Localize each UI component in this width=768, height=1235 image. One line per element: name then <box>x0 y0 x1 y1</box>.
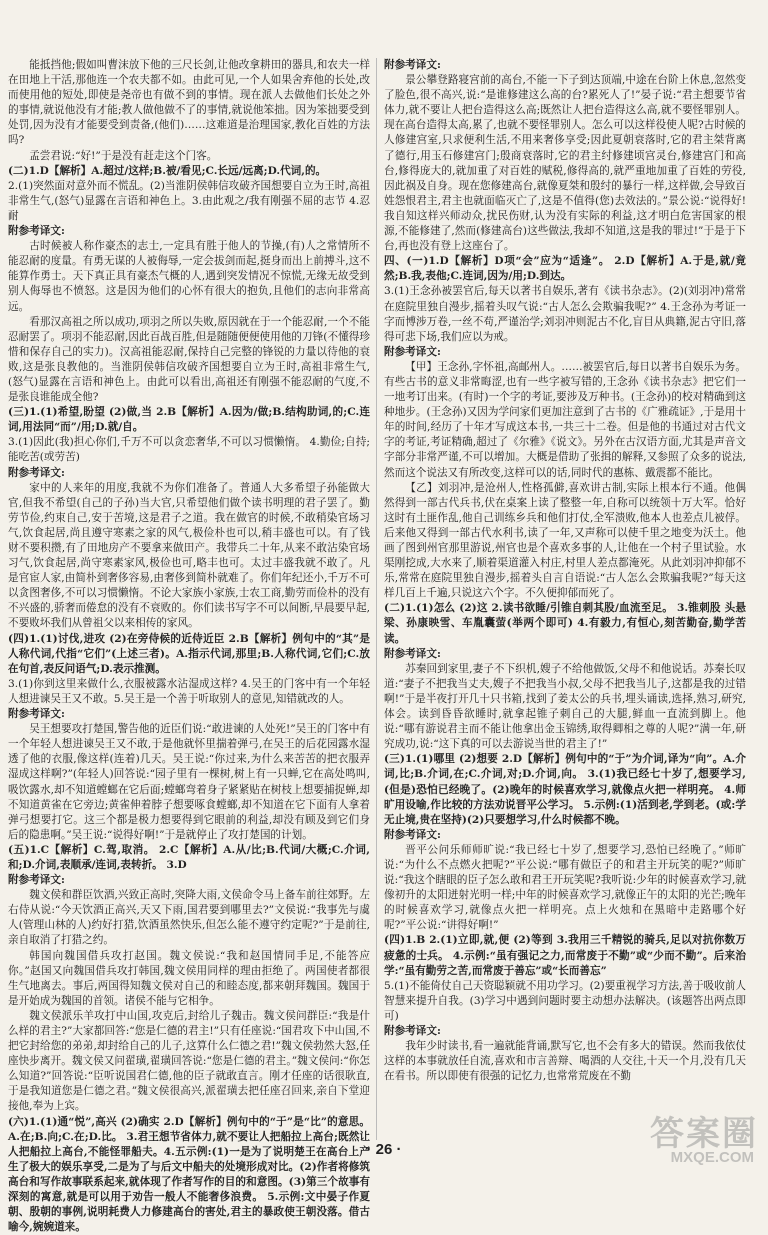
watermark-logo <box>622 1106 762 1168</box>
answer-paragraph: 【甲】王念孙,字怀祖,高邮州人。……被罢官后,每日以著书自娱乐为务。有些古书的意义非常晦涩,也有一些字被写错的,王念孙《读书杂志》把它们一一地考订出来。(有时)一个字的考证,要涉及万种书。(王念孙)的校对精确到这种地步。(王念孙)又因为学问家们更加注意到了古书的《广雅疏证》,于是用十年的时间,经历了十年才写成这本书,一共三十二卷。但是他的书通过对古代文字的考证,考证精确,超过了《尔雅》《说文》。另外在古汉语方面,尤其是声音文字部分非常严谨,不可以增加。大概是借助了张揖的解释,又参照了众多的说法,然而这个说法又有所改变,这样可以的话,同时代的惠栋、戴震都不能比。 <box>384 360 746 479</box>
answer-heading: (五)1.C【解析】C.驾,取消。 2.C【解析】A.从/比;B.代词/大概;C.介词,和;D.介词,表顺承/连词,表转折。 3.D <box>8 843 370 871</box>
answer-paragraph: 3.(1)因此(我)担心你们,千万不可以贪恋奢华,不可以习惯懒惰。 4.勤俭;自持;能吃苦(或劳苦) <box>8 436 370 464</box>
answer-heading: 附参考译文: <box>8 874 65 887</box>
answer-paragraph: 3.(1)王念孙被罢官后,每天以著书自娱乐,著有《读书杂志》。(2)(刘羽冲)常常在庭院里独自漫步,摇着头叹气说:“古人怎么会欺骗我呢?” 4.王念孙为考证一字而博涉万卷,一丝不苟,严谨治学;刘羽冲则泥古不化,盲目从典籍,泥古守旧,落得可悲下场,我们应以为戒。 <box>384 285 746 343</box>
answer-paragraph: 景公攀登路寝宫前的高台,不能一下子到达顶端,中途在台阶上休息,忽然变了脸色,很不高兴,说:“是谁修建这么高的台?累死人了!”晏子说:“君主想要节省体力,就不要让人把台造得这么高;既然让人把台造得这么高,就不要怪罪别人。现在高台造得太高,累了,也就不要怪罪别人。怎么可以这样役使人呢?古时候的人修建宫室,只求便利生活,不用来奢侈享受;因此夏朝衰落时,它的君主桀背离了德行,用玉石修建宫门;殷商衰落时,它的君主纣修建顷宫灵台,修建宫门和高台,修得庞大的,就加重了对百姓的赋税,修得高的,就严重地加重了百姓的劳役,因此祸及自身。现在您修建高台,就像夏桀和殷纣的暴行一样,这样做,会导致百姓怨恨君主,君主也就面临灭亡了,这是不值得(您)去效法的。”景公说:“说得好!我自知这样兴师动众,扰民伤财,认为没有实际的利益,这才明白危害国家的根源,不能修建了,然而(修建高台)这些做法,我却不知道,这是我的罪过!”于是于下台,再也没有登上这座台了。 <box>384 74 747 253</box>
answer-paragraph: 韩国向魏国借兵攻打赵国。魏文侯说:“我和赵国情同手足,不能答应你。”赵国又向魏国借兵攻打韩国,魏文侯用同样的理由拒绝了。两国使者都很生气地离去。事后,两国得知魏文侯对自己的和睦态度,都来朝拜魏国。魏国于是开始成为魏国的首领。诸侯不能与它相争。 <box>8 949 370 1007</box>
answer-paragraph: 孟尝君说:“好!”于是没有赶走这个门客。 <box>29 149 218 162</box>
answer-paragraph: 家中的人来年的用度,我就不为你们准备了。普通人大多希望子孙能做大官,但我不希望(自己的子孙)当大官,只希望他们做个读书明理的君子罢了。勤劳节俭,约束自己,安于苦境,这是君子之道。我在做官的时候,不敢稍染官场习气,饮食起居,尚且遵守寒素之家的风气,极俭朴也可以,稍丰盛也可以。有了钱财不要积攒,有了田地房产不要拿来做田产。我带兵二十年,从来不敢沾染官场习气,饮食起居,尚守寒素家风,极俭也可,略丰也可。太过丰盛我就不敢了。凡是官宦人家,由简朴到奢侈容易,由奢侈到简朴就难了。你们年纪还小,千万不可以贪图奢侈,不可以习惯懒惰。不论大家族小家族,士农工商,勤劳而俭朴的没有不兴盛的,骄奢而倦怠的没有不衰败的。你们读书写字不可以间断,早晨要早起,不要败坏我们从曾祖父以来相传的家风。 <box>8 481 370 630</box>
answer-heading: 附参考译文: <box>384 345 441 358</box>
answer-paragraph: 苏秦回到家里,妻子不下织机,嫂子不给他做饭,父母不和他说话。苏秦长叹道:“妻子不把我当丈夫,嫂子不把我当小叔,父母不把我当儿子,这都是我的过错啊!”于是半夜打开几十只书箱,找到了姜太公的兵书,埋头诵读,选择,熟习,研究,体会。读到昏昏欲睡时,就拿起锥子刺自己的大腿,鲜血一直流到脚上。他说:“哪有游说君主而不能让他拿出金玉锦绣,取得卿相之尊的人呢?”满一年,研究成功,说:“这下真的可以去游说当世的君主了!” <box>384 662 746 751</box>
answer-heading: 附参考译文: <box>384 647 441 660</box>
answer-paragraph: 魏文侯和群臣饮酒,兴致正高时,突降大雨,文侯命令马上备车前往郊野。左右侍从说:“今天饮酒正高兴,天又下雨,国君要到哪里去?”文侯说:“我事先与虞人(管理山林的人)约好打猎,饮酒虽然快乐,但怎么能不遵守约定呢?”于是前往,亲自取消了打猎之约。 <box>8 889 370 947</box>
answer-heading: 附参考译文: <box>8 225 65 238</box>
answer-heading: 附参考译文: <box>384 828 441 841</box>
answer-paragraph: 能抵挡他;假如叫曹沫放下他的三尺长剑,让他改拿耕田的器具,和农夫一样在田地上干活,那他连一个农夫都不如。由此可见,一个人如果舍弃他的长处,改而使用他的短处,即使是尧帝也有做不到的事情。现在派人去做他们长处之外的事情,就说他没有才能;教人做他做不了的事情,就说他笨拙。因为笨拙要受到处罚,因为没有才能要受到责备,(他们)……这难道是治理国家,教化百姓的方法吗? <box>8 59 370 147</box>
column-divider <box>376 58 377 1140</box>
answer-paragraph: 魏文侯派乐羊攻打中山国,攻克后,封给儿子魏击。魏文侯问群臣:“我是什么样的君主?”大家都回答:“您是仁德的君主!”只有任座说:“国君攻下中山国,不把它封给您的弟弟,却封给自己的儿子,这算什么仁德之君!”魏文侯勃然大怒,任座快步离开。魏文侯又问翟璜,翟璜回答说:“您是仁德的君主。”魏文侯问:“你怎么知道?”回答说:“臣听说国君仁德,他的臣子就敢直言。刚才任座的话很耿直,于是我知道您是仁德之君。”魏文侯很高兴,派翟璜去把任座召回来,亲自下堂迎接他,奉为上宾。 <box>8 1009 370 1113</box>
answer-paragraph: 古时候被人称作豪杰的志士,一定具有胜于他人的节操,(有)人之常情所不能忍耐的度量。有勇无谋的人被侮辱,一定会拔剑而起,挺身而出上前搏斗,这不能算作勇士。天下真正具有豪杰气概的人,遇到突发情况不惊慌,无缘无故受到别人侮辱也不愤怒。这是因为他们的心怀有很大的抱负,且他们的志向非常高远。 <box>8 240 370 313</box>
page-number: · 26 · <box>366 1141 402 1158</box>
answer-heading: (四)1.B 2.(1)立即,就,便 (2)等到 3.我用三千精锐的骑兵,足以对抗你数万疲惫的士兵。 4.示例:“虽有强记之力,而常废于不勤”或“少而不勤”。后来治学:“虽有勤劳之苦,而常废于善忘”或“长而善忘” <box>384 934 746 977</box>
watermark-url: MXQE.COM <box>670 1149 754 1166</box>
answer-heading: 附参考译文: <box>384 59 441 71</box>
answer-paragraph: 看那汉高祖之所以成功,项羽之所以失败,原因就在于一个能忍耐,一个不能忍耐罢了。项羽不能忍耐,因此百战百胜,但是随随便便使用他的刀锋(不懂得珍惜和保存自己的实力)。汉高祖能忍耐,保持自己完整的锋锐的力量以待他的衰败,这是张良教他的。当淮阴侯韩信攻破齐国想要自立为王时,高祖非常生气,(怒气)显露在言语和神色上。由此可以看出,高祖还有刚强不能忍耐的气度,不是张良谁能成全他? <box>8 315 370 404</box>
answer-heading: (六)1.(1)通“悦”,高兴 (2)确实 2.D【解析】例句中的“于”是“比”的意思。A.在;B.向;C.在;D.比。 3.君王想节省体力,就不要让人把船拉上高台;既然让人把船拉上高台,不能怪罪船夫。4.五示例:(1)一是为了说明楚王在高台上产生了极大的娱乐享受,二是为了与后文中船夫的处境形成对比。(2)作者将修筑高台和写作故事联系起来,就体现了作者写作的目的和意图。(3)第三个故事有深刻的寓意,就是可以用于劝告一般人不能奢侈浪费。 5.示例:文中晏子作夏朝、殷朝的事例,说明耗费人力修建高台的害处,君主的暴政使王朝没落。借古喻今,婉婉道来。 <box>8 1115 370 1234</box>
answer-heading: (四)1.(1)讨伐,进攻 (2)在旁侍候的近侍近臣 2.B【解析】例句中的“其”是人称代词,代指“它们”(上述三者)。A.指示代词,那里;B.人称代词,它们;C.放在句首,表反问语气;D.表示推测。 <box>8 632 370 675</box>
answer-paragraph: 5.(1)不能倚仗自己天资聪颖就不用功学习。(2)要重视学习方法,善于吸收前人智慧来提升自我。(3)学习中遇到问题时要主动想办法解决。(该题答出两点即可) <box>384 979 746 1022</box>
answer-paragraph: 我年少时读书,看一遍就能背诵,默写它,也不会有多大的错误。然而我依仗这样的本事就放任自流,喜欢和市言善辩、喝酒的人交往,十天一个月,没有几天在看书。所以即使有很强的记忆力,也常常荒废在不勤 <box>384 1040 746 1083</box>
answer-paragraph: 晋平公问乐师师旷说:“我已经七十岁了,想要学习,恐怕已经晚了。”师旷说:“为什么不点燃火把呢?”平公说:“哪有做臣子的和君主开玩笑的呢?”师旷说:“我这个瞎眼的臣子怎么敢和君王开玩笑呢?我听说:少年的时候喜欢学习,就像初升的太阳迸射光明一样;中年的时候喜欢学习,就像正午的太阳的光芒;晚年的时候喜欢学习,就像点火把一样明亮。点上火烛和在黑暗中走路哪个好呢?”平公说:“讲得好啊!” <box>384 843 746 932</box>
answer-heading: 四、(一)1.D【解析】D项“会”应为“适逢”。 2.D【解析】A.于是,就/竟然;B.我,表他;C.连词,因为/用;D.到达。 <box>384 255 746 283</box>
answer-paragraph: 3.(1)你到这里来做什么,衣服被露水沾湿成这样? 4.吴王的门客中有一个年轻人想进谏吴王又不敢。5.吴王是一个善于听取别人的意见,知错就改的人。 <box>8 677 370 705</box>
answer-paragraph: 吴王想要攻打楚国,警告他的近臣们说:“敢进谏的人处死!”吴王的门客中有一个年轻人想进谏吴王又不敢,于是他就怀里揣着弹弓,在吴王的后花园露水湿透了他的衣服,像这样(连着)几天。吴王说:“你过来,为什么来苦苦的把衣服弄湿成这样啊?”(年轻人)回答说:“园子里有一棵树,树上有一只蝉,它在高处鸣叫,吸饮露水,却不知道螳螂在它后面;螳螂弯着身子紧紧贴在树枝上想要捕捉蝉,却不知道黄雀在它旁边;黄雀伸着脖子想要啄食螳螂,却不知道在它下面有人拿着弹弓想要打它。这三个都是极力想要得到它眼前的利益,却没有顾及到它们身后的隐患啊。”吴王说:“说得好啊!”于是就停止了攻打楚国的计划。 <box>8 723 370 841</box>
answer-heading: (二)1.D【解析】A.超过/这样;B.被/看见;C.长远/远离;D.代词,的。 <box>8 164 327 177</box>
answer-paragraph: 2.(1)突然面对意外而不慌乱。(2)当淮阴侯韩信攻破齐国想要自立为王时,高祖非常生气,(怒气)显露在言语和神色上。3.由此观之/我有刚强不屈的志节 4.忍耐 <box>8 179 370 222</box>
right-column <box>384 58 746 1138</box>
answer-heading: (三)1.(1)希望,盼望 (2)做,当 2.B【解析】A.因为/做;B.结构助词,的;C.连词,用法同“而”/用;D.就/自。 <box>8 406 370 434</box>
answer-heading: (三)1.(1)哪里 (2)想要 2.D【解析】例句中的“于”为介词,译为“向”。A.介词,比;B.介词,在;C.介词,对;D.介词,向。 3.(1)我已经七十岁了,想要学习,(但是)恐怕已经晚了。(2)晚年的时候喜欢学习,就像点火把一样明亮。 4.师旷用设喻,作比较的方法劝说晋平公学习。 5.示例:(1)活到老,学到老。(或:学无止境,贵在坚持)(2)只要想学习,什么时候都不晚。 <box>384 753 746 826</box>
answer-paragraph: 【乙】刘羽冲,是沧州人,性格孤僻,喜欢讲古制,实际上根本行不通。他偶然得到一部古代兵书,伏在桌案上读了整整一年,自称可以统领十万大军。恰好这时有土匪作乱,他自己训练乡兵和他们打仗,全军溃败,他本人也差点儿被俘。后来他又得到一部古代水利书,读了一年,又声称可以使千里之地变为沃土。他画了图到州官那里游说,州官也是个喜欢多事的人,让他在一个村子里试验。水渠刚挖成,大水来了,顺着渠道灌入村庄,村里人差点都淹死。从此刘羽冲抑郁不乐,常常在庭院里独自漫步,摇着头自言自语说:“古人怎么会欺骗我呢?”每天这样几百上千遍,只说这六个字。不久便抑郁而死了。 <box>384 481 746 600</box>
watermark-text: 答案圈 <box>650 1114 758 1154</box>
answer-heading: 附参考译文: <box>384 1025 441 1037</box>
left-column <box>8 58 370 1234</box>
answer-heading: (二)1.(1)怎么 (2)这 2.读书欲睡/引锥自刺其股/血流至足。 3.锥刺股 头悬梁、孙康映雪、车胤囊萤(举两个即可) 4.有毅力,有恒心,刻苦勤奋,勤学苦读。 <box>384 602 746 645</box>
answer-heading: 附参考译文: <box>8 708 65 721</box>
answer-heading: 附参考译文: <box>8 466 65 479</box>
